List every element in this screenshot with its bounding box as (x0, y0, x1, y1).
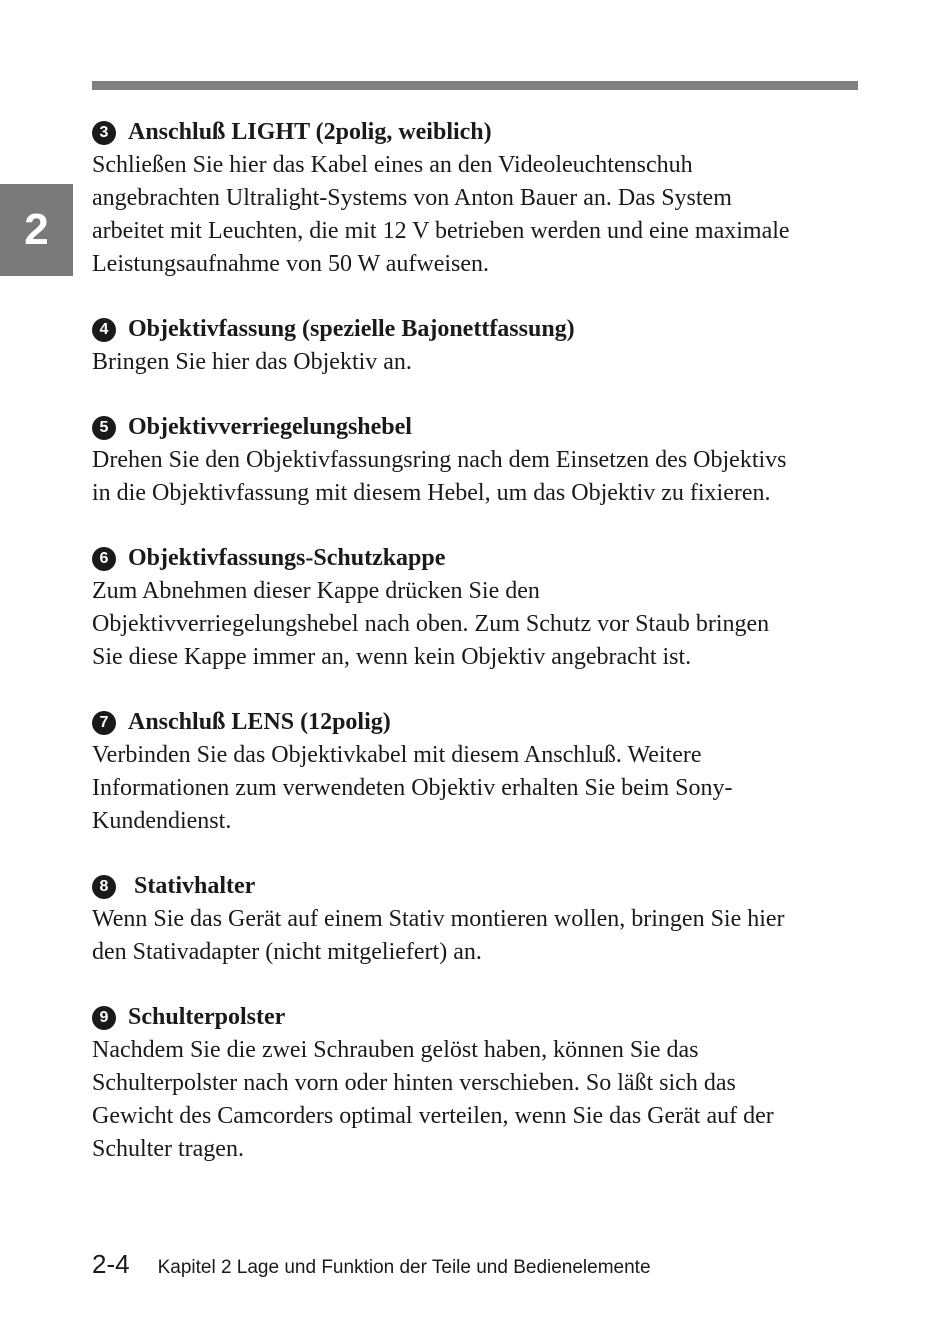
body-line: Schulterpolster nach vorn oder hinten verschieben. So läßt sich das (92, 1070, 736, 1096)
section-title (92, 706, 867, 739)
section-title (92, 870, 867, 903)
body-line: Schulter tragen. (92, 1136, 244, 1162)
body-line: Wenn Sie das Gerät auf einem Stativ montieren wollen, bringen Sie hier (92, 906, 785, 932)
content (92, 116, 867, 1198)
section-body (92, 903, 867, 969)
body-line: arbeitet mit Leuchten, die mit 12 V betrieben werden und eine maximale (92, 218, 790, 244)
section-body (92, 1034, 867, 1166)
chapter-tab: 2 (0, 184, 73, 276)
body-line: Nachdem Sie die zwei Schrauben gelöst haben, können Sie das (92, 1037, 699, 1063)
section-lens-connector (92, 706, 867, 838)
section-body (92, 739, 867, 838)
section-title (92, 313, 867, 346)
number-badge-icon: 5 (92, 416, 116, 440)
section-lens-lock-lever (92, 411, 867, 510)
body-line: Leistungsaufnahme von 50 W aufweisen. (92, 251, 490, 277)
page-footer (92, 1249, 651, 1280)
section-title (92, 411, 867, 444)
page-number: 2-4 (92, 1249, 130, 1279)
section-body (92, 575, 867, 674)
section-title-text: Objektivfassung (spezielle Bajonettfassung) (128, 316, 575, 342)
body-line: Bringen Sie hier das Objektiv an. (92, 349, 412, 375)
body-line: Gewicht des Camcorders optimal verteilen, wenn Sie das Gerät auf der (92, 1103, 774, 1129)
section-lens-mount-cap (92, 542, 867, 674)
number-badge-icon: 9 (92, 1006, 116, 1030)
section-title-text: Schulterpolster (128, 1004, 286, 1030)
body-line: Informationen zum verwendeten Objektiv erhalten Sie beim Sony- (92, 775, 733, 801)
number-badge-icon: 3 (92, 121, 116, 145)
body-line: Verbinden Sie das Objektivkabel mit diesem Anschluß. Weitere (92, 742, 702, 768)
section-title-text: Objektivverriegelungshebel (128, 414, 412, 440)
section-title (92, 542, 867, 575)
section-title-text: Stativhalter (134, 873, 256, 899)
section-tripod-mount (92, 870, 867, 969)
body-line: Objektivverriegelungshebel nach oben. Zum Schutz vor Staub bringen (92, 611, 770, 637)
section-body (92, 444, 867, 510)
section-lens-mount (92, 313, 867, 379)
body-line: angebrachten Ultralight-Systems von Anton Bauer an. Das System (92, 185, 732, 211)
top-rule (92, 81, 858, 90)
body-line: Schließen Sie hier das Kabel eines an den Videoleuchtenschuh (92, 152, 693, 178)
section-body (92, 149, 867, 281)
body-line: Zum Abnehmen dieser Kappe drücken Sie den (92, 578, 540, 604)
number-badge-icon: 8 (92, 875, 116, 899)
footer-chapter-text: Kapitel 2 Lage und Funktion der Teile und Bedienelemente (157, 1257, 651, 1278)
section-body (92, 346, 867, 379)
number-badge-icon: 4 (92, 318, 116, 342)
body-line: Kundendienst. (92, 808, 232, 834)
body-line: Sie diese Kappe immer an, wenn kein Objektiv angebracht ist. (92, 644, 692, 670)
body-line: Drehen Sie den Objektivfassungsring nach dem Einsetzen des Objektivs (92, 447, 787, 473)
section-title (92, 116, 867, 149)
section-light-connector (92, 116, 867, 281)
section-title-text: Anschluß LIGHT (2polig, weiblich) (128, 119, 492, 145)
section-title-text: Objektivfassungs-Schutzkappe (128, 545, 446, 571)
section-title (92, 1001, 867, 1034)
body-line: den Stativadapter (nicht mitgeliefert) an. (92, 939, 482, 965)
number-badge-icon: 6 (92, 547, 116, 571)
section-shoulder-pad (92, 1001, 867, 1166)
number-badge-icon: 7 (92, 711, 116, 735)
body-line: in die Objektivfassung mit diesem Hebel, um das Objektiv zu fixieren. (92, 480, 771, 506)
section-title-text: Anschluß LENS (12polig) (128, 709, 391, 735)
